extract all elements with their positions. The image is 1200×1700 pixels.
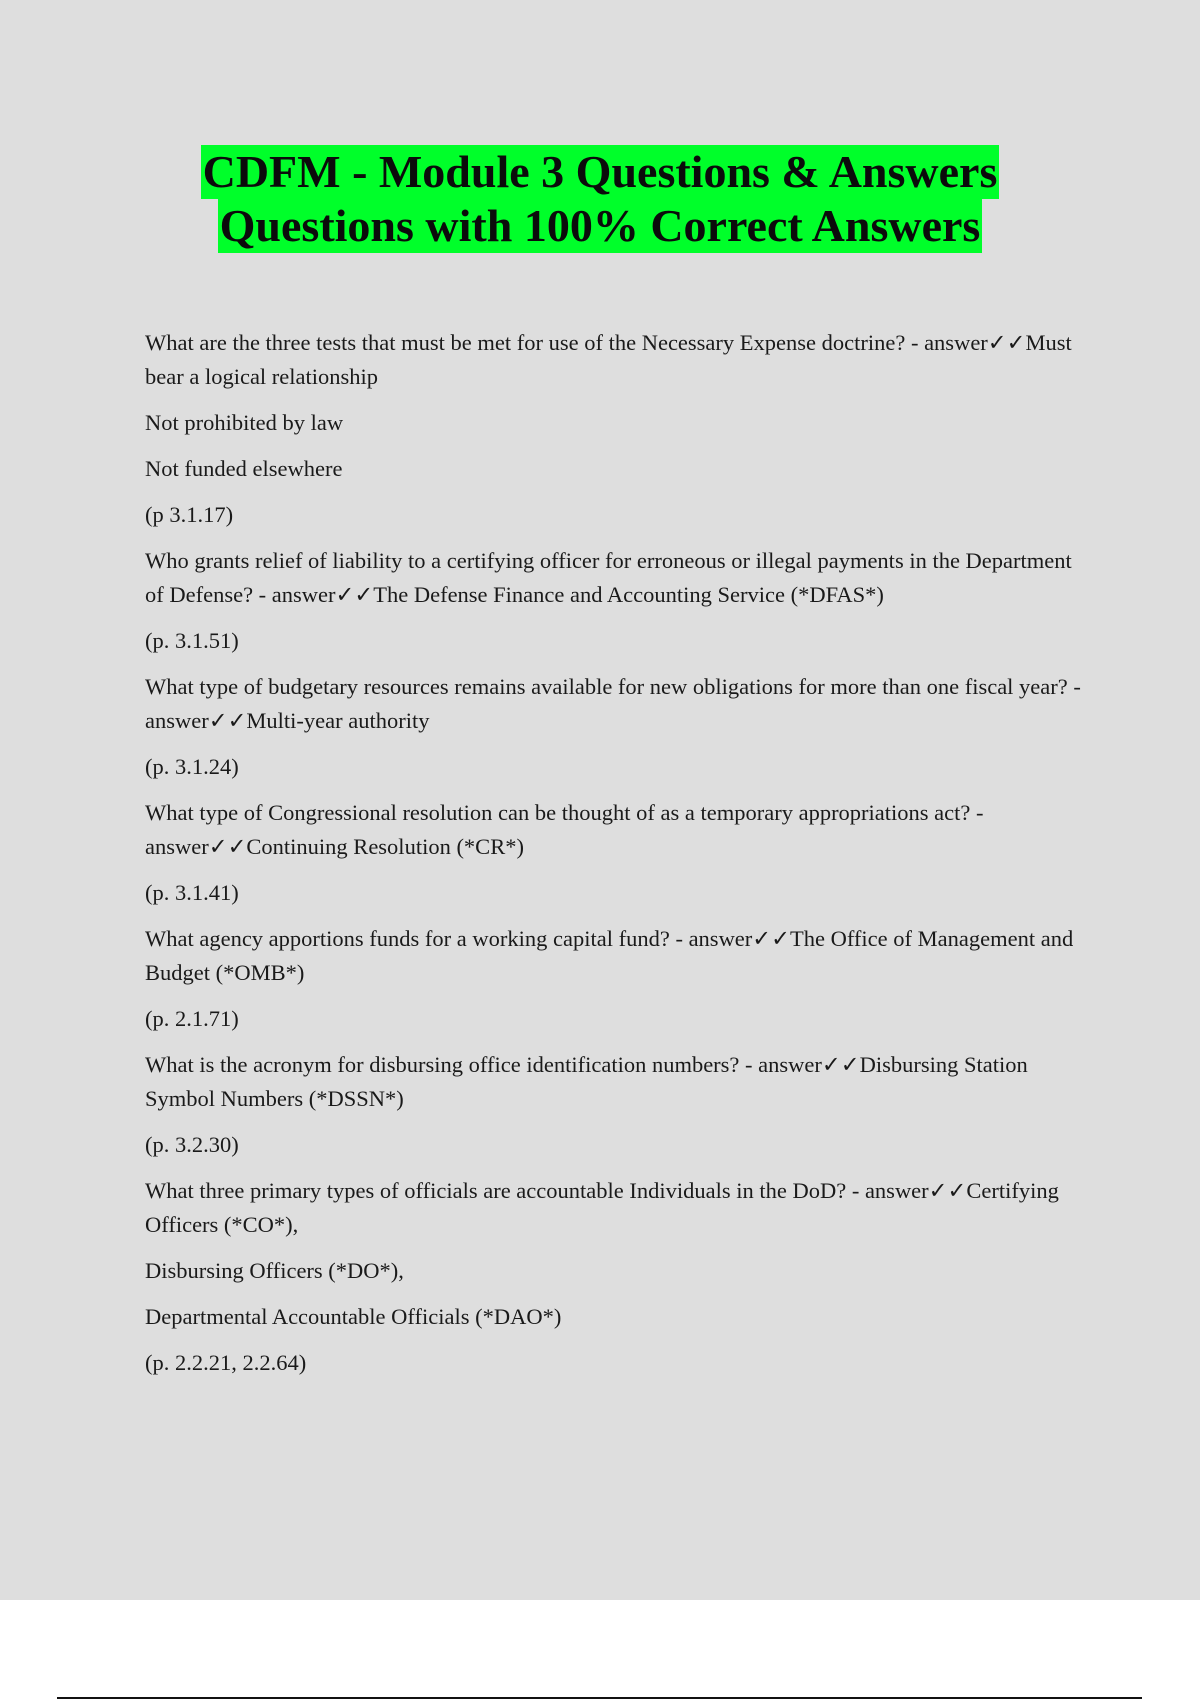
page-reference: (p. 3.1.24) <box>145 754 239 779</box>
question-5: What agency apportions funds for a working capital fund? - answer✓✓The Office of Management and Budget (*OMB*) <box>145 926 1074 985</box>
page-reference: (p 3.1.17) <box>145 502 234 527</box>
question-3: What type of budgetary resources remains available for new obligations for more than one fiscal year? - answer✓✓Multi-year authority <box>145 674 1081 733</box>
page-reference: (p. 2.2.21, 2.2.64) <box>145 1350 307 1375</box>
question-7: What three primary types of officials are accountable Individuals in the DoD? - answer✓✓Certifying Officers (*CO*), <box>145 1178 1059 1237</box>
document-body <box>145 326 1090 1392</box>
question-4: What type of Congressional resolution can be thought of as a temporary appropriations act? - answer✓✓Continuing Resolution (*CR*) <box>145 800 984 859</box>
page-reference: (p. 2.1.71) <box>145 1006 239 1031</box>
title-line-1: CDFM - Module 3 Questions & Answers <box>202 146 998 197</box>
document-title <box>0 145 1200 253</box>
page-reference: (p. 3.1.51) <box>145 628 239 653</box>
page-reference: (p. 3.2.30) <box>145 1132 239 1157</box>
footer-divider <box>57 1697 1142 1699</box>
question-2: Who grants relief of liability to a certifying officer for erroneous or illegal payments in the Department of Defense? - answer✓✓The Defense Finance and Accounting Service (*DFAS*) <box>145 548 1072 607</box>
page-reference: (p. 3.1.41) <box>145 880 239 905</box>
question-1: What are the three tests that must be met for use of the Necessary Expense doctrine? - answer✓✓Must bear a logical relationship <box>145 330 1072 389</box>
answer-line: Departmental Accountable Officials (*DAO*) <box>145 1304 562 1329</box>
answer-line: Not prohibited by law <box>145 410 344 435</box>
question-6: What is the acronym for disbursing office identification numbers? - answer✓✓Disbursing Station Symbol Numbers (*DSSN*) <box>145 1052 1028 1111</box>
answer-line: Not funded elsewhere <box>145 456 343 481</box>
answer-line: Disbursing Officers (*DO*), <box>145 1258 404 1283</box>
title-line-2: Questions with 100% Correct Answers <box>219 200 981 251</box>
